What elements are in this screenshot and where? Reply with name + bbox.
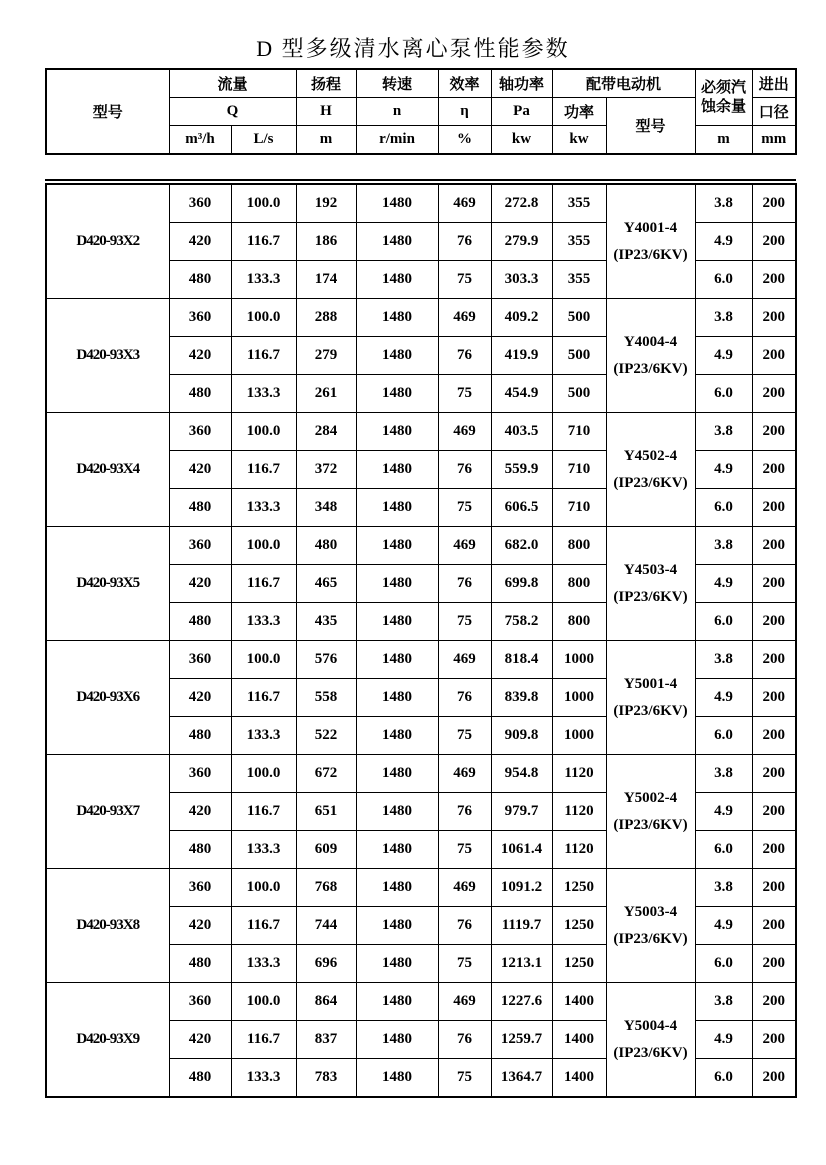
cell-shaft-power-kw: 409.2 [491, 299, 552, 337]
pump-model-cell: D420-93X4 [46, 413, 169, 527]
cell-npsh-m: 6.0 [695, 1059, 752, 1098]
header-port-line1: 进出 [752, 69, 796, 98]
cell-flow-ls: 133.3 [231, 831, 296, 869]
cell-flow-m3h: 480 [169, 1059, 231, 1098]
header-npsh-line2: 蚀余量 [701, 98, 747, 115]
pump-model-cell: D420-93X7 [46, 755, 169, 869]
cell-npsh-m: 4.9 [695, 565, 752, 603]
cell-npsh-m: 6.0 [695, 489, 752, 527]
motor-model-name: Y5004-4 [623, 1017, 678, 1034]
cell-head-m: 279 [296, 337, 356, 375]
cell-speed-rmin: 1480 [356, 869, 438, 907]
cell-port-diameter-mm: 200 [752, 679, 796, 717]
cell-flow-m3h: 420 [169, 565, 231, 603]
cell-shaft-power-kw: 699.8 [491, 565, 552, 603]
cell-motor-power-kw: 500 [552, 337, 606, 375]
cell-efficiency-pct: 469 [438, 413, 491, 451]
cell-head-m: 186 [296, 223, 356, 261]
pump-model-cell: D420-93X6 [46, 641, 169, 755]
cell-npsh-m: 6.0 [695, 831, 752, 869]
cell-flow-m3h: 360 [169, 413, 231, 451]
cell-flow-ls: 116.7 [231, 565, 296, 603]
header-row-1 [46, 69, 796, 98]
cell-speed-rmin: 1480 [356, 1059, 438, 1098]
cell-npsh-m: 3.8 [695, 755, 752, 793]
motor-model-cell [606, 869, 695, 983]
motor-model-spec: (IP23/6KV) [613, 246, 688, 263]
cell-flow-ls: 116.7 [231, 793, 296, 831]
cell-port-diameter-mm: 200 [752, 184, 796, 223]
motor-model-spec: (IP23/6KV) [613, 1044, 688, 1061]
motor-model-cell [606, 184, 695, 299]
header-motor: 配带电动机 [552, 69, 695, 98]
cell-shaft-power-kw: 403.5 [491, 413, 552, 451]
header-port-line2: 口径 [752, 98, 796, 126]
motor-model-name: Y5003-4 [623, 903, 678, 920]
cell-head-m: 348 [296, 489, 356, 527]
cell-npsh-m: 6.0 [695, 945, 752, 983]
pump-data-table [45, 183, 797, 1098]
table-row [46, 641, 796, 679]
header-efficiency: 效率 [438, 69, 491, 98]
cell-motor-power-kw: 1000 [552, 717, 606, 755]
cell-npsh-m: 6.0 [695, 261, 752, 299]
cell-flow-ls: 116.7 [231, 451, 296, 489]
cell-npsh-m: 6.0 [695, 375, 752, 413]
cell-npsh-m: 6.0 [695, 603, 752, 641]
cell-head-m: 284 [296, 413, 356, 451]
header-motor-model: 型号 [606, 98, 695, 155]
header-head-symbol: H [296, 98, 356, 126]
pump-model-cell: D420-93X9 [46, 983, 169, 1098]
cell-efficiency-pct: 76 [438, 223, 491, 261]
cell-motor-power-kw: 1120 [552, 793, 606, 831]
table-row [46, 184, 796, 223]
cell-flow-ls: 100.0 [231, 983, 296, 1021]
cell-motor-power-kw: 355 [552, 261, 606, 299]
cell-npsh-m: 3.8 [695, 299, 752, 337]
cell-speed-rmin: 1480 [356, 337, 438, 375]
cell-npsh-m: 3.8 [695, 527, 752, 565]
header-flow: 流量 [169, 69, 296, 98]
cell-efficiency-pct: 76 [438, 679, 491, 717]
cell-npsh-m: 4.9 [695, 793, 752, 831]
cell-shaft-power-kw: 419.9 [491, 337, 552, 375]
cell-shaft-power-kw: 606.5 [491, 489, 552, 527]
table-row [46, 413, 796, 451]
motor-model-name: Y5002-4 [623, 789, 678, 806]
header-motor-power: 功率 [552, 98, 606, 126]
cell-speed-rmin: 1480 [356, 755, 438, 793]
cell-motor-power-kw: 500 [552, 299, 606, 337]
cell-flow-ls: 116.7 [231, 907, 296, 945]
cell-port-diameter-mm: 200 [752, 375, 796, 413]
cell-efficiency-pct: 75 [438, 945, 491, 983]
cell-motor-power-kw: 1000 [552, 641, 606, 679]
cell-efficiency-pct: 469 [438, 299, 491, 337]
cell-shaft-power-kw: 682.0 [491, 527, 552, 565]
cell-flow-m3h: 360 [169, 527, 231, 565]
cell-flow-m3h: 360 [169, 983, 231, 1021]
cell-shaft-power-kw: 1119.7 [491, 907, 552, 945]
cell-head-m: 609 [296, 831, 356, 869]
header-unit-mm: mm [752, 126, 796, 155]
cell-port-diameter-mm: 200 [752, 1021, 796, 1059]
cell-flow-m3h: 480 [169, 489, 231, 527]
motor-model-cell [606, 755, 695, 869]
cell-npsh-m: 3.8 [695, 869, 752, 907]
data-table-top-rule [45, 179, 796, 181]
cell-motor-power-kw: 355 [552, 184, 606, 223]
table-row [46, 983, 796, 1021]
cell-shaft-power-kw: 1227.6 [491, 983, 552, 1021]
table-row [46, 869, 796, 907]
header-speed: 转速 [356, 69, 438, 98]
cell-efficiency-pct: 469 [438, 641, 491, 679]
motor-model-name: Y5001-4 [623, 675, 678, 692]
cell-shaft-power-kw: 758.2 [491, 603, 552, 641]
cell-npsh-m: 4.9 [695, 337, 752, 375]
cell-motor-power-kw: 710 [552, 451, 606, 489]
cell-port-diameter-mm: 200 [752, 565, 796, 603]
cell-head-m: 744 [296, 907, 356, 945]
cell-head-m: 522 [296, 717, 356, 755]
cell-head-m: 261 [296, 375, 356, 413]
cell-head-m: 576 [296, 641, 356, 679]
cell-flow-ls: 133.3 [231, 945, 296, 983]
cell-flow-m3h: 420 [169, 1021, 231, 1059]
cell-flow-ls: 133.3 [231, 489, 296, 527]
cell-speed-rmin: 1480 [356, 223, 438, 261]
cell-head-m: 768 [296, 869, 356, 907]
pump-table-body [46, 184, 796, 1097]
cell-shaft-power-kw: 979.7 [491, 793, 552, 831]
cell-flow-m3h: 480 [169, 717, 231, 755]
cell-shaft-power-kw: 1061.4 [491, 831, 552, 869]
motor-model-cell [606, 983, 695, 1098]
cell-speed-rmin: 1480 [356, 375, 438, 413]
cell-shaft-power-kw: 1364.7 [491, 1059, 552, 1098]
cell-efficiency-pct: 469 [438, 527, 491, 565]
header-head: 扬程 [296, 69, 356, 98]
cell-flow-ls: 100.0 [231, 869, 296, 907]
cell-flow-m3h: 420 [169, 451, 231, 489]
cell-npsh-m: 4.9 [695, 223, 752, 261]
cell-motor-power-kw: 1120 [552, 755, 606, 793]
cell-flow-m3h: 480 [169, 831, 231, 869]
motor-model-spec: (IP23/6KV) [613, 816, 688, 833]
cell-shaft-power-kw: 839.8 [491, 679, 552, 717]
cell-port-diameter-mm: 200 [752, 717, 796, 755]
cell-head-m: 864 [296, 983, 356, 1021]
cell-efficiency-pct: 75 [438, 375, 491, 413]
cell-flow-m3h: 360 [169, 299, 231, 337]
cell-flow-ls: 116.7 [231, 679, 296, 717]
cell-motor-power-kw: 1250 [552, 907, 606, 945]
header-flow-symbol: Q [169, 98, 296, 126]
cell-head-m: 651 [296, 793, 356, 831]
table-row [46, 755, 796, 793]
cell-flow-ls: 100.0 [231, 184, 296, 223]
cell-speed-rmin: 1480 [356, 717, 438, 755]
cell-npsh-m: 4.9 [695, 451, 752, 489]
cell-efficiency-pct: 75 [438, 261, 491, 299]
cell-shaft-power-kw: 1091.2 [491, 869, 552, 907]
cell-shaft-power-kw: 454.9 [491, 375, 552, 413]
cell-speed-rmin: 1480 [356, 299, 438, 337]
motor-model-cell [606, 299, 695, 413]
cell-efficiency-pct: 469 [438, 184, 491, 223]
cell-efficiency-pct: 75 [438, 1059, 491, 1098]
cell-motor-power-kw: 710 [552, 413, 606, 451]
cell-speed-rmin: 1480 [356, 603, 438, 641]
header-table [45, 68, 797, 155]
motor-model-cell [606, 641, 695, 755]
cell-npsh-m: 4.9 [695, 1021, 752, 1059]
cell-efficiency-pct: 76 [438, 337, 491, 375]
cell-port-diameter-mm: 200 [752, 641, 796, 679]
cell-flow-m3h: 360 [169, 184, 231, 223]
cell-port-diameter-mm: 200 [752, 831, 796, 869]
motor-model-spec: (IP23/6KV) [613, 360, 688, 377]
cell-flow-ls: 100.0 [231, 413, 296, 451]
cell-head-m: 837 [296, 1021, 356, 1059]
cell-speed-rmin: 1480 [356, 679, 438, 717]
motor-model-name: Y4503-4 [623, 561, 678, 578]
table-row [46, 299, 796, 337]
cell-head-m: 783 [296, 1059, 356, 1098]
cell-motor-power-kw: 1250 [552, 869, 606, 907]
cell-motor-power-kw: 800 [552, 603, 606, 641]
cell-shaft-power-kw: 909.8 [491, 717, 552, 755]
cell-speed-rmin: 1480 [356, 527, 438, 565]
cell-speed-rmin: 1480 [356, 489, 438, 527]
cell-motor-power-kw: 800 [552, 527, 606, 565]
cell-flow-m3h: 360 [169, 641, 231, 679]
cell-speed-rmin: 1480 [356, 641, 438, 679]
cell-flow-ls: 133.3 [231, 717, 296, 755]
cell-flow-ls: 100.0 [231, 755, 296, 793]
header-unit-percent: % [438, 126, 491, 155]
cell-flow-m3h: 480 [169, 945, 231, 983]
cell-motor-power-kw: 800 [552, 565, 606, 603]
cell-flow-m3h: 420 [169, 223, 231, 261]
cell-npsh-m: 3.8 [695, 983, 752, 1021]
header-speed-symbol: n [356, 98, 438, 126]
cell-head-m: 696 [296, 945, 356, 983]
cell-flow-ls: 133.3 [231, 375, 296, 413]
cell-npsh-m: 3.8 [695, 641, 752, 679]
cell-motor-power-kw: 710 [552, 489, 606, 527]
cell-flow-m3h: 480 [169, 603, 231, 641]
motor-model-spec: (IP23/6KV) [613, 588, 688, 605]
header-shaft-power: 轴功率 [491, 69, 552, 98]
motor-model-spec: (IP23/6KV) [613, 702, 688, 719]
motor-model-cell [606, 527, 695, 641]
header-unit-m3h: m³/h [169, 126, 231, 155]
header-unit-npsh-m: m [695, 126, 752, 155]
cell-head-m: 672 [296, 755, 356, 793]
cell-efficiency-pct: 76 [438, 565, 491, 603]
motor-model-name: Y4502-4 [623, 447, 678, 464]
header-unit-ls: L/s [231, 126, 296, 155]
cell-efficiency-pct: 469 [438, 983, 491, 1021]
cell-speed-rmin: 1480 [356, 907, 438, 945]
cell-head-m: 465 [296, 565, 356, 603]
cell-port-diameter-mm: 200 [752, 527, 796, 565]
page-title: D 型多级清水离心泵性能参数 [256, 36, 570, 61]
cell-flow-m3h: 360 [169, 869, 231, 907]
cell-speed-rmin: 1480 [356, 983, 438, 1021]
header-unit-m: m [296, 126, 356, 155]
cell-npsh-m: 6.0 [695, 717, 752, 755]
cell-head-m: 174 [296, 261, 356, 299]
cell-flow-ls: 100.0 [231, 299, 296, 337]
header-efficiency-symbol: η [438, 98, 491, 126]
cell-speed-rmin: 1480 [356, 945, 438, 983]
cell-motor-power-kw: 1000 [552, 679, 606, 717]
cell-efficiency-pct: 76 [438, 907, 491, 945]
cell-port-diameter-mm: 200 [752, 907, 796, 945]
cell-shaft-power-kw: 272.8 [491, 184, 552, 223]
cell-efficiency-pct: 469 [438, 755, 491, 793]
motor-model-spec: (IP23/6KV) [613, 930, 688, 947]
pump-model-cell: D420-93X2 [46, 184, 169, 299]
header-npsh [695, 69, 752, 126]
cell-port-diameter-mm: 200 [752, 869, 796, 907]
cell-port-diameter-mm: 200 [752, 603, 796, 641]
cell-speed-rmin: 1480 [356, 413, 438, 451]
pump-model-cell: D420-93X3 [46, 299, 169, 413]
header-model: 型号 [46, 69, 169, 154]
cell-flow-ls: 116.7 [231, 337, 296, 375]
cell-efficiency-pct: 76 [438, 1021, 491, 1059]
cell-speed-rmin: 1480 [356, 565, 438, 603]
cell-flow-m3h: 420 [169, 907, 231, 945]
cell-flow-m3h: 480 [169, 375, 231, 413]
cell-speed-rmin: 1480 [356, 831, 438, 869]
header-unit-kw-shaft: kw [491, 126, 552, 155]
cell-flow-ls: 133.3 [231, 261, 296, 299]
cell-npsh-m: 4.9 [695, 907, 752, 945]
table-row [46, 527, 796, 565]
cell-flow-m3h: 420 [169, 793, 231, 831]
cell-head-m: 480 [296, 527, 356, 565]
cell-efficiency-pct: 75 [438, 831, 491, 869]
cell-flow-m3h: 420 [169, 337, 231, 375]
cell-head-m: 288 [296, 299, 356, 337]
header-npsh-line1: 必须汽 [701, 79, 747, 96]
motor-model-name: Y4004-4 [623, 333, 678, 350]
cell-head-m: 192 [296, 184, 356, 223]
header-shaft-power-symbol: Pa [491, 98, 552, 126]
motor-model-spec: (IP23/6KV) [613, 474, 688, 491]
cell-head-m: 372 [296, 451, 356, 489]
cell-shaft-power-kw: 303.3 [491, 261, 552, 299]
motor-model-cell [606, 413, 695, 527]
cell-head-m: 435 [296, 603, 356, 641]
cell-speed-rmin: 1480 [356, 793, 438, 831]
cell-port-diameter-mm: 200 [752, 489, 796, 527]
pump-model-cell: D420-93X8 [46, 869, 169, 983]
cell-flow-ls: 116.7 [231, 1021, 296, 1059]
cell-speed-rmin: 1480 [356, 184, 438, 223]
cell-shaft-power-kw: 954.8 [491, 755, 552, 793]
cell-port-diameter-mm: 200 [752, 983, 796, 1021]
cell-flow-m3h: 480 [169, 261, 231, 299]
cell-shaft-power-kw: 818.4 [491, 641, 552, 679]
cell-motor-power-kw: 1400 [552, 1059, 606, 1098]
cell-motor-power-kw: 1400 [552, 983, 606, 1021]
cell-npsh-m: 3.8 [695, 413, 752, 451]
cell-flow-ls: 133.3 [231, 1059, 296, 1098]
cell-flow-m3h: 360 [169, 755, 231, 793]
cell-port-diameter-mm: 200 [752, 945, 796, 983]
pump-model-cell: D420-93X5 [46, 527, 169, 641]
cell-npsh-m: 4.9 [695, 679, 752, 717]
cell-speed-rmin: 1480 [356, 261, 438, 299]
cell-port-diameter-mm: 200 [752, 299, 796, 337]
motor-model-name: Y4001-4 [623, 219, 678, 236]
cell-port-diameter-mm: 200 [752, 755, 796, 793]
cell-flow-ls: 100.0 [231, 527, 296, 565]
cell-motor-power-kw: 1400 [552, 1021, 606, 1059]
cell-shaft-power-kw: 1213.1 [491, 945, 552, 983]
cell-efficiency-pct: 75 [438, 489, 491, 527]
cell-flow-ls: 133.3 [231, 603, 296, 641]
cell-port-diameter-mm: 200 [752, 793, 796, 831]
cell-head-m: 558 [296, 679, 356, 717]
cell-npsh-m: 3.8 [695, 184, 752, 223]
cell-port-diameter-mm: 200 [752, 1059, 796, 1098]
header-unit-rmin: r/min [356, 126, 438, 155]
cell-port-diameter-mm: 200 [752, 413, 796, 451]
cell-shaft-power-kw: 1259.7 [491, 1021, 552, 1059]
cell-speed-rmin: 1480 [356, 451, 438, 489]
cell-speed-rmin: 1480 [356, 1021, 438, 1059]
cell-port-diameter-mm: 200 [752, 261, 796, 299]
cell-shaft-power-kw: 559.9 [491, 451, 552, 489]
cell-efficiency-pct: 75 [438, 603, 491, 641]
cell-efficiency-pct: 75 [438, 717, 491, 755]
cell-port-diameter-mm: 200 [752, 223, 796, 261]
cell-shaft-power-kw: 279.9 [491, 223, 552, 261]
cell-flow-m3h: 420 [169, 679, 231, 717]
cell-port-diameter-mm: 200 [752, 451, 796, 489]
cell-motor-power-kw: 500 [552, 375, 606, 413]
cell-flow-ls: 116.7 [231, 223, 296, 261]
cell-flow-ls: 100.0 [231, 641, 296, 679]
cell-motor-power-kw: 1120 [552, 831, 606, 869]
cell-efficiency-pct: 76 [438, 451, 491, 489]
cell-motor-power-kw: 1250 [552, 945, 606, 983]
cell-port-diameter-mm: 200 [752, 337, 796, 375]
cell-efficiency-pct: 469 [438, 869, 491, 907]
cell-motor-power-kw: 355 [552, 223, 606, 261]
cell-efficiency-pct: 76 [438, 793, 491, 831]
header-unit-kw-motor: kw [552, 126, 606, 155]
